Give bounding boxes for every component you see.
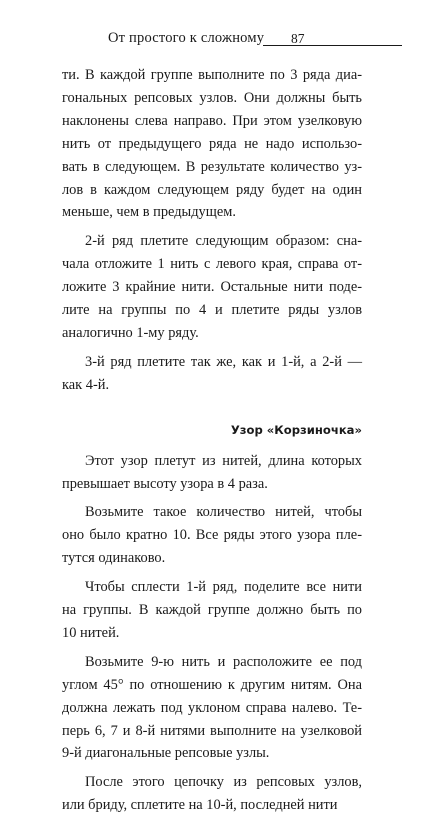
paragraph — [62, 651, 362, 766]
text-line: Этот узор плетут из нитей, длина которых — [85, 452, 362, 469]
paragraph — [62, 576, 362, 645]
running-title: От простого к сложному — [108, 30, 265, 46]
paragraph — [62, 771, 362, 817]
text-line: Чтобы сплести 1-й ряд, поделите все нити — [85, 579, 362, 596]
paragraph — [62, 64, 362, 224]
paragraph — [62, 501, 362, 570]
text-line: 10 нитей. — [62, 624, 120, 641]
text-line: превышает высоту узора в 4 раза. — [62, 475, 268, 492]
paragraph — [62, 450, 362, 496]
text-line: чала отложите 1 нить с левого края, справа от- — [62, 256, 362, 273]
text-line: нить от предыдущего ряда не надо использо- — [62, 135, 362, 152]
text-line: 3-й ряд плетите так же, как и 1-й, а 2-й — — [85, 353, 362, 370]
text-line: После этого цепочку из репсовых узлов, — [85, 774, 362, 791]
page-body — [62, 64, 362, 817]
text-line: гональных репсовых узлов. Они должны быть — [62, 89, 362, 106]
text-line: должна лежать под уклоном справа налево. Те- — [62, 699, 362, 716]
paragraph — [62, 351, 362, 397]
text-line: на группы. В каждой группе должно быть по — [62, 602, 362, 619]
text-line: аналогично 1-му ряду. — [62, 324, 199, 341]
page-number: 87 — [291, 31, 305, 46]
header-rule — [263, 45, 402, 46]
text-line: лов в каждом следующем ряду будет на один — [62, 181, 362, 198]
text-line: ти. В каждой группе выполните по 3 ряда диа- — [62, 67, 362, 83]
top-paragraphs — [62, 64, 362, 397]
text-line: углом 45° по отношению к другим нитям. Она — [62, 676, 362, 693]
text-line: 2-й ряд плетите следующим образом: сна- — [85, 233, 362, 250]
section-heading: Узор «Корзиночка» — [230, 422, 362, 437]
text-line: тутся одинаково. — [62, 550, 166, 567]
running-header — [108, 28, 402, 50]
paragraph — [62, 230, 362, 345]
text-line: меньше, чем в предыдущем. — [62, 204, 236, 221]
text-line: Возьмите 9-ю нить и расположите ее под — [85, 653, 362, 670]
text-line: или бриду, сплетите на 10-й, последней нити — [62, 797, 338, 814]
text-line: Возьмите такое количество нитей, чтобы — [85, 504, 362, 521]
text-line: ложите 3 крайние нити. Остальные нити поде- — [62, 279, 362, 296]
text-line: как 4-й. — [62, 376, 110, 393]
text-line: перь 6, 7 и 8-й нитями выполните на узелковой — [62, 722, 362, 739]
text-line: лите на группы по 4 и плетите ряды узлов — [62, 302, 362, 319]
text-line: 9-й диагональные репсовые узлы. — [62, 745, 270, 762]
text-line: наклонены слева направо. При этом узелковую — [62, 112, 362, 129]
text-line: вать в следующем. В результате количество уз- — [62, 158, 362, 175]
section-paragraphs — [62, 450, 362, 817]
text-line: оно было кратно 10. Все ряды этого узора пле- — [62, 527, 362, 544]
